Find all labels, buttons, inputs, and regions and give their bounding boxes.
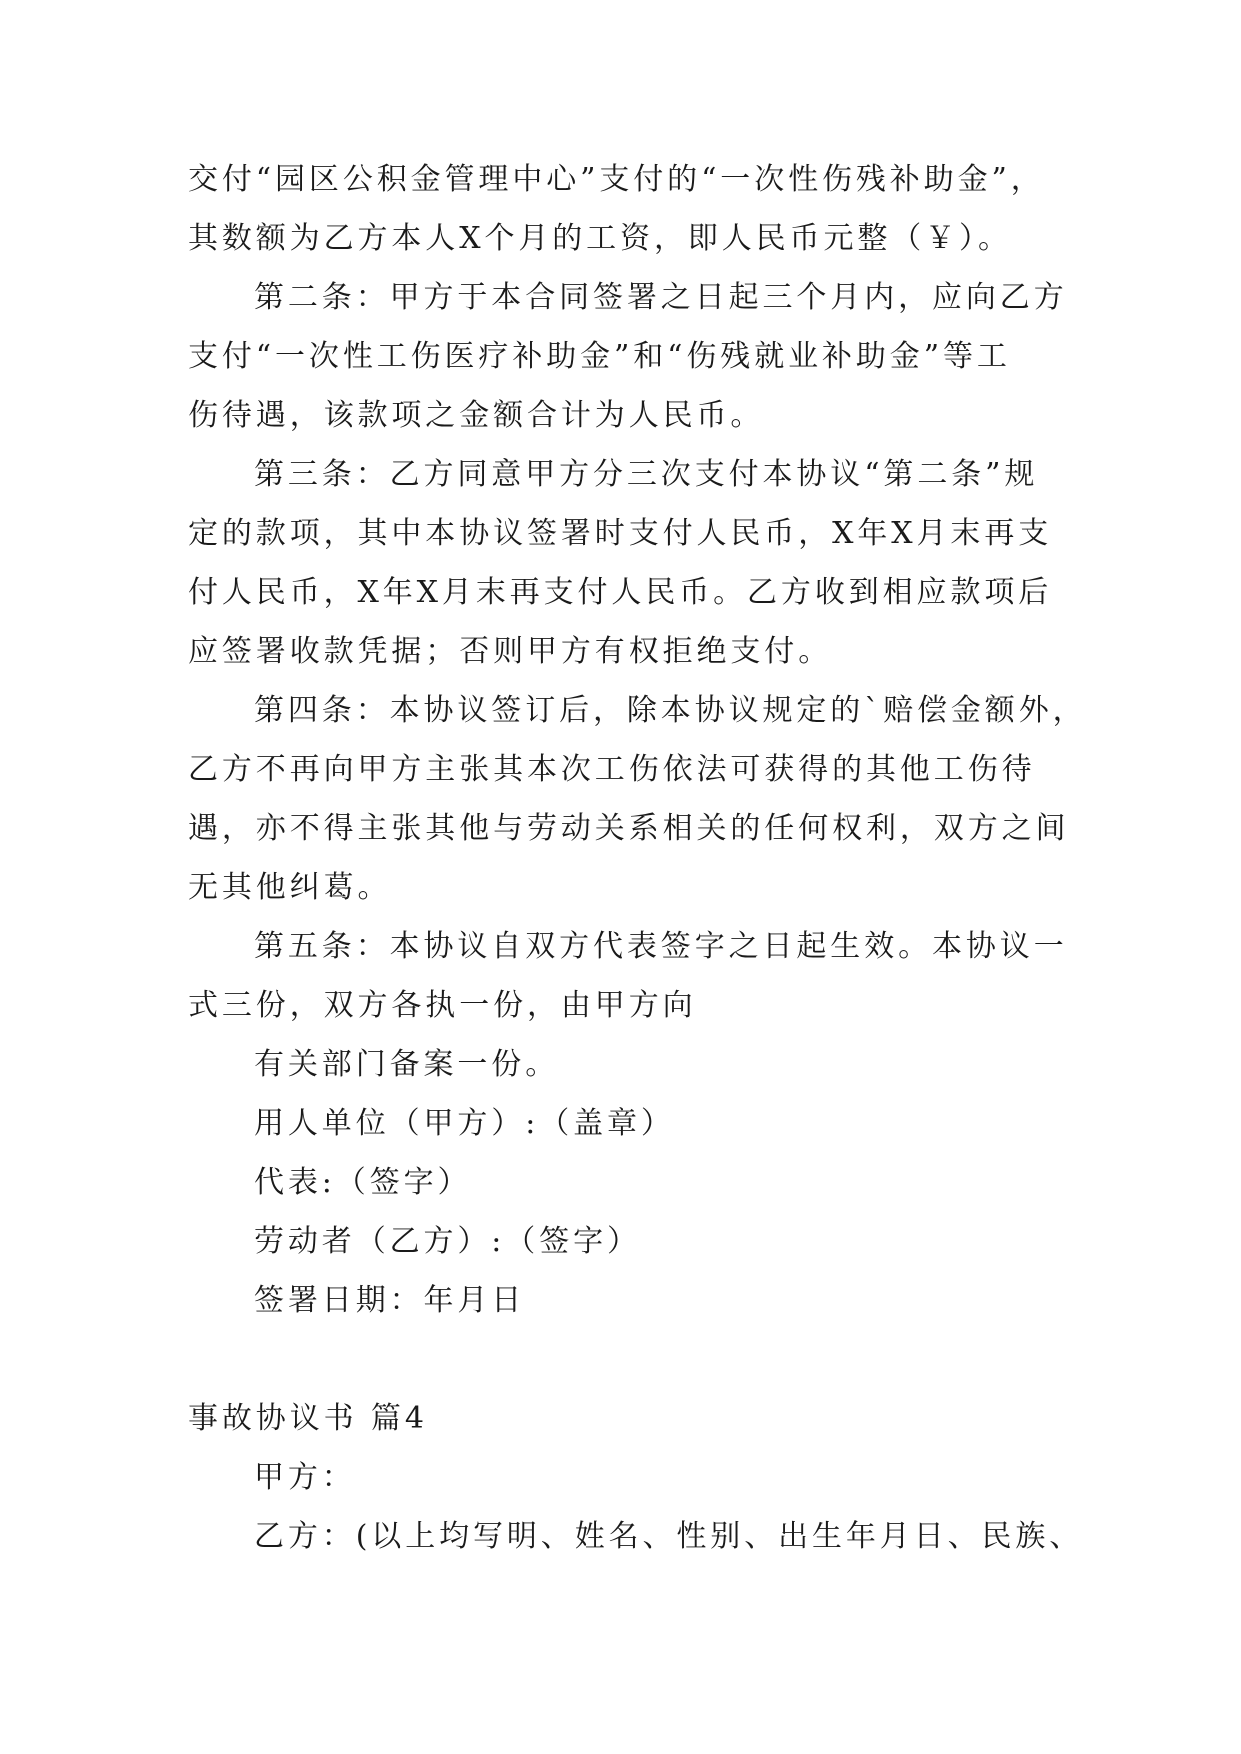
text-line: 乙方不再向甲方主张其本次工伤依法可获得的其他工伤待 bbox=[188, 752, 1036, 787]
text-line: 第二条：甲方于本合同签署之日起三个月内，应向乙方 bbox=[254, 280, 1068, 315]
text-line: 应签署收款凭据；否则甲方有权拒绝支付。 bbox=[188, 634, 833, 669]
document-body-continued bbox=[188, 1448, 1084, 1566]
text-line: 乙方：(以上均写明、姓名、性别、出生年月日、民族、 bbox=[254, 1519, 1084, 1554]
document-body bbox=[188, 150, 1087, 1330]
document-page bbox=[188, 150, 1087, 1566]
text-line: 伤待遇，该款项之金额合计为人民币。 bbox=[188, 398, 765, 433]
text-line: 付人民币，X年X月末再支付人民币。乙方收到相应款项后 bbox=[188, 575, 1053, 610]
text-line: 第五条：本协议自双方代表签字之日起生效。本协议一 bbox=[254, 929, 1068, 964]
text-line: 劳动者（乙方）:（签字） bbox=[254, 1224, 641, 1259]
text-line: 其数额为乙方本人X个月的工资，即人民币元整（￥）。 bbox=[188, 221, 1012, 256]
text-line: 代表:（签字） bbox=[254, 1165, 472, 1200]
text-line: 用人单位（甲方）:（盖章） bbox=[254, 1106, 675, 1141]
text-line: 甲方： bbox=[254, 1460, 356, 1495]
section-heading: 事故协议书 篇4 bbox=[188, 1401, 428, 1436]
section-gap bbox=[188, 1330, 1068, 1389]
text-line: 签署日期：年月日 bbox=[254, 1283, 526, 1318]
text-line: 无其他纠葛。 bbox=[188, 870, 392, 905]
text-line: 定的款项，其中本协议签署时支付人民币，X年X月末再支 bbox=[188, 516, 1053, 551]
text-line: 交付“园区公积金管理中心”支付的“一次性伤残补助金”， bbox=[188, 162, 1045, 197]
text-line: 遇，亦不得主张其他与劳动关系相关的任何权利，双方之间 bbox=[188, 811, 1070, 846]
text-line: 第三条：乙方同意甲方分三次支付本协议“第二条”规 bbox=[254, 457, 1039, 492]
text-line: 有关部门备案一份。 bbox=[254, 1047, 560, 1082]
text-line: 第四条：本协议签订后，除本协议规定的`赔偿金额外， bbox=[254, 693, 1087, 728]
text-line: 式三份，双方各执一份，由甲方向 bbox=[188, 988, 697, 1023]
text-line: 支付“一次性工伤医疗补助金”和“伤残就业补助金”等工 bbox=[188, 339, 1011, 374]
